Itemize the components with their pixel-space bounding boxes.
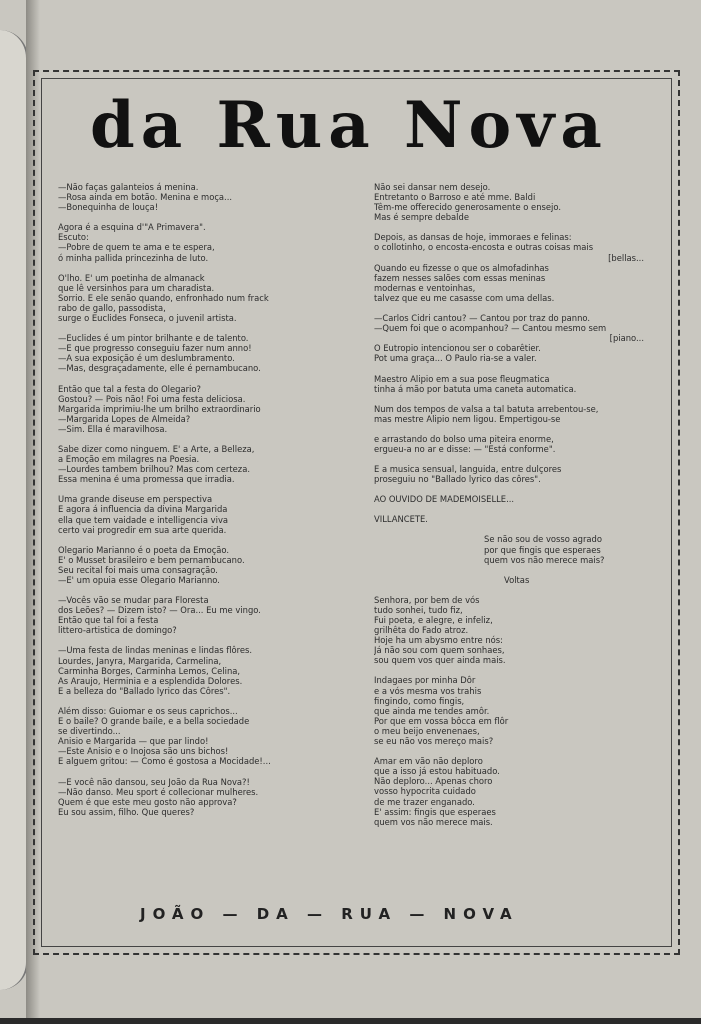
text-line: o meu beijo envenenaes, [374, 725, 480, 736]
stanza-break [58, 263, 338, 273]
stanza-break [58, 767, 338, 777]
text-line: a Emoção em milagres na Poesia. [58, 454, 200, 465]
stanza-break [374, 504, 664, 514]
text-line: Carminha Borges, Carminha Lemos, Celina, [58, 665, 241, 676]
stanza-break [58, 535, 338, 545]
text-line: rabo de gallo, passodista, [58, 302, 166, 313]
text-line: Sabe dizer como ninguem. E' a Arte, a Belleza, [58, 443, 255, 454]
text-line: Têm-me offerecido generosamente o ensejo. [374, 202, 561, 213]
left-column-text [58, 182, 338, 817]
text-line: E agora á influencia da divina Margarida [58, 504, 228, 515]
text-line: surge o Euclides Fonseca, o juvenil artista. [58, 313, 237, 324]
text-line: certo vai progredir em sua arte querida. [58, 524, 227, 535]
text-line: fazem nesses salões com essas meninas [374, 272, 546, 283]
text-line: Quando eu fizesse o que os almofadinhas [374, 262, 549, 273]
text-line: —Bonequinha de louça! [58, 202, 159, 213]
text-line: que lê versinhos para um charadista. [58, 282, 215, 293]
text-line: que ainda me tendes amôr. [374, 705, 490, 716]
text-line: —Euclides é um pintor brilhante e de talento. [58, 333, 249, 344]
text-line: E' o Musset brasileiro e bem pernambucano. [58, 554, 245, 565]
text-line: E a belleza do "Ballado lyrico das Côres". [58, 685, 231, 696]
text-line: ergueu-a no ar e disse: — "Está conforme". [374, 443, 556, 454]
text-line: —Não faças galanteios á menina. [58, 182, 199, 192]
text-line: Quem é que este meu gosto não approva? [58, 796, 237, 807]
stanza-break [374, 524, 664, 534]
right-column-text [374, 182, 664, 827]
stanza-break [58, 434, 338, 444]
stanza-break [374, 454, 664, 464]
text-line: Não deploro... Apenas choro [374, 776, 493, 787]
text-line: Não sei dansar nem desejo. [374, 182, 491, 192]
stanza-break [374, 394, 664, 404]
stanza-break [374, 565, 664, 575]
text-line: Essa menina é uma promessa que irradia. [58, 474, 235, 485]
page-title: da Rua Nova [90, 88, 608, 163]
text-line: modernas e ventoinhas, [374, 282, 476, 293]
text-line: —A sua exposição é um deslumbramento. [58, 353, 235, 364]
text-line: As Araujo, Herminia e a esplendida Dolores. [58, 675, 243, 686]
text-line: e a vós mesma vos trahis [374, 685, 482, 696]
text-line: Uma grande diseuse em perspectiva [58, 494, 213, 505]
text-line: —Este Anisio e o Inojosa são uns bichos! [58, 746, 229, 757]
text-line: sou quem vos quer ainda mais. [374, 655, 506, 666]
text-line: Se não sou de vosso agrado [484, 534, 603, 545]
signature: JOÃO — DA — RUA — NOVA [140, 905, 519, 923]
text-line: que a isso já estou habituado. [374, 766, 500, 777]
text-line: [piano... [609, 333, 644, 344]
text-line: grilhêta do Fado atroz. [374, 625, 469, 636]
text-line: —E você não dansou, seu João da Rua Nova?! [58, 776, 250, 787]
text-line: VILLANCETE. [374, 514, 428, 525]
text-line: —Pobre de quem te ama e te espera, [58, 242, 215, 253]
stanza-break [58, 484, 338, 494]
text-line: Já não sou com quem sonhaes, [374, 645, 505, 656]
text-line: AO OUVIDO DE MADEMOISELLE... [374, 494, 515, 505]
text-line: —Quem foi que o acompanhou? — Cantou mesmo sem [374, 323, 607, 334]
text-line: dos Leões? — Dizem isto? — Ora... Eu me vingo. [58, 605, 261, 616]
text-line: Olegario Marianno é o poeta da Emoção. [58, 544, 230, 555]
text-line: de me trazer enganado. [374, 796, 475, 807]
text-line: Então que tal foi a festa [58, 615, 159, 626]
text-line: Indagaes por minha Dôr [374, 675, 476, 686]
text-line: Sorrio. E ele senão quando, enfronhado num frack [58, 292, 269, 303]
text-line: Hoje ha um abysmo entre nós: [374, 635, 503, 646]
text-line: Então que tal a festa do Olegario? [58, 383, 201, 394]
stanza-break [374, 303, 664, 313]
text-line: Anisio e Margarida — que par lindo! [58, 736, 209, 747]
text-line: —E que progresso conseguiu fazer num anno! [58, 343, 252, 354]
text-line: ella que tem vaidade e intelligencia viva [58, 514, 229, 525]
text-line: —Margarida Lopes de Almeida? [58, 413, 191, 424]
stanza-break [374, 746, 664, 756]
text-line: o collotinho, o encosta-encosta e outras coisas mais [374, 242, 594, 253]
text-line: e arrastando do bolso uma piteira enorme, [374, 433, 554, 444]
text-line: Senhora, por bem de vós [374, 594, 480, 605]
stanza-break [58, 212, 338, 222]
text-line: se divertindo... [58, 726, 121, 737]
stanza-break [58, 374, 338, 384]
text-line: O Eutropio intencionou ser o cobarêtier. [374, 343, 541, 354]
text-line: vosso hypocrita cuidado [374, 786, 476, 797]
stanza-break [374, 222, 664, 232]
text-line: quem vos não merece mais? [484, 554, 605, 565]
text-line: E a musica sensual, languida, entre dulçores [374, 464, 562, 475]
text-line: littero-artistica de domingo? [58, 625, 177, 636]
text-line: E' assim: fingis que esperaes [374, 806, 496, 817]
text-line: —Rosa ainda em botão. Menina e moça... [58, 192, 233, 203]
text-line: Mas é sempre debalde [374, 212, 469, 223]
text-line: Voltas [504, 574, 530, 585]
adjacent-page-edge [0, 30, 28, 990]
text-line: E alguem gritou: — Como é gostosa a Mocidade!... [58, 756, 271, 767]
stanza-break [374, 364, 664, 374]
text-line: Por que em vossa bôcca em flôr [374, 715, 509, 726]
text-line: —E' um opuia esse Olegario Marianno. [58, 575, 220, 585]
text-line: Agora é a esquina d'"A Primavera". [58, 222, 206, 233]
text-line: por que fingis que esperaes [484, 544, 601, 555]
text-line: Maestro Alipio em a sua pose fleugmatica [374, 373, 550, 384]
stanza-break [58, 585, 338, 595]
text-line: proseguiu no "Ballado lyrico das côres". [374, 474, 541, 485]
scan-bottom-edge [0, 1018, 701, 1024]
text-line: Entretanto o Barroso e até mme. Baldi [374, 192, 536, 203]
text-line: ó minha pallida princezinha de luto. [58, 252, 209, 263]
text-line: Gostou? — Pois não! Foi uma festa deliciosa. [58, 393, 246, 404]
text-line: Fui poeta, e alegre, e infeliz, [374, 615, 493, 625]
text-line: O'lho. E' um poetinha de almanack [58, 272, 205, 283]
stanza-break [58, 696, 338, 706]
text-line: Pot uma graça... O Paulo ria-se a valer. [374, 353, 537, 364]
text-line: mas mestre Alipio nem ligou. Empertigou-se [374, 413, 561, 424]
text-line: —Carlos Cidri cantou? — Cantou por traz do panno. [374, 313, 591, 324]
stanza-break [374, 665, 664, 675]
text-line: —Vocês vão se mudar para Floresta [58, 595, 209, 606]
text-line: Além disso: Guiomar e os seus caprichos... [58, 705, 238, 716]
stanza-break [374, 424, 664, 434]
text-line: Lourdes, Janyra, Margarida, Carmelina, [58, 655, 222, 666]
text-line: tudo sonhei, tudo fiz, [374, 604, 463, 615]
text-line: Seu recital foi mais uma consagração. [58, 564, 218, 575]
text-line: Eu sou assim, filho. Que queres? [58, 806, 195, 817]
text-line: tinha á mão por batuta uma caneta automatica. [374, 383, 577, 394]
text-line: Amar em vão não deploro [374, 756, 483, 767]
text-line: se eu não vos mereço mais? [374, 736, 494, 747]
text-line: E o baile? O grande baile, e a bella sociedade [58, 716, 250, 727]
stanza-break [58, 323, 338, 333]
text-line: quem vos não merece mais. [374, 816, 493, 827]
stanza-break [58, 635, 338, 645]
text-line: Escuto: [58, 232, 89, 243]
text-line: —Não danso. Meu sport é collecionar mulheres. [58, 786, 259, 797]
text-line: fingindo, como fingis, [374, 695, 465, 706]
text-line: —Lourdes tambem brilhou? Mas com certeza. [58, 464, 250, 475]
text-line: Num dos tempos de valsa a tal batuta arrebentou-se, [374, 403, 599, 414]
text-line: talvez que eu me casasse com uma dellas. [374, 292, 555, 303]
text-line: [bellas... [608, 252, 644, 263]
text-line: —Sim. Ella é maravilhosa. [58, 423, 168, 434]
text-line: Depois, as dansas de hoje, immoraes e felinas: [374, 232, 572, 243]
text-line: —Mas, desgraçadamente, elle é pernambucano. [58, 363, 261, 374]
text-line: —Uma festa de lindas meninas e lindas flôres. [58, 645, 253, 656]
stanza-break [374, 585, 664, 595]
text-line: Margarida imprimiu-lhe um brilho extraordinario [58, 403, 261, 414]
stanza-break [374, 484, 664, 494]
